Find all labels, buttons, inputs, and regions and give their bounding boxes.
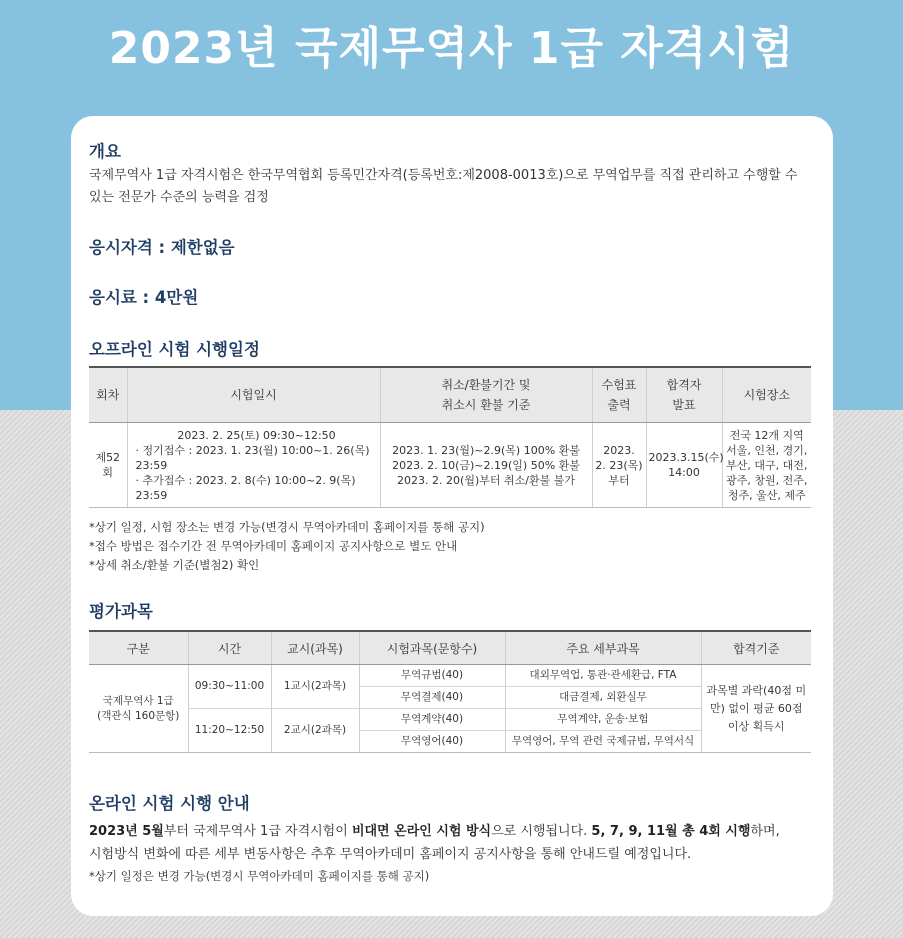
refund-cell: 2023. 1. 23(월)~2.9(목) 100% 환불 2023. 2. 10(금)~2.19(일) 50% 환불 2023. 2. 20(월)부터 취소/환불 불가 xyxy=(380,423,592,508)
offline-schedule-table-wrap xyxy=(89,366,811,575)
subject-cell: 무역규범(40) xyxy=(359,665,505,687)
note-item: *접수 방법은 접수기간 전 무역아카데미 홈페이지 공지사항으로 별도 안내 xyxy=(89,539,458,553)
col-header-round: 회차 xyxy=(89,367,127,423)
time-cell: 11:20~12:50 xyxy=(188,709,271,753)
fee-label: 응시료 : 4만원 xyxy=(89,288,199,307)
category-cell: 국제무역사 1급 (객관식 160문항) xyxy=(89,665,188,753)
info-card xyxy=(71,116,833,916)
detail-cell: 무역영어, 무역 관련 국제규범, 무역서식 xyxy=(505,731,701,753)
online-paragraph-2: 시험방식 변화에 따른 세부 변동사항은 추후 무역아카데미 홈페이지 공지사항을 통해 안내드릴 예정입니다. xyxy=(89,847,692,862)
col-header-pass: 합격기준 xyxy=(701,631,811,665)
subjects-table-wrap xyxy=(89,630,811,753)
overview-section xyxy=(89,138,813,209)
table-row xyxy=(89,665,811,687)
period-cell: 1교시(2과목) xyxy=(271,665,359,709)
col-header-exam-datetime: 시험일시 xyxy=(127,367,380,423)
col-header-subject: 시험과목(문항수) xyxy=(359,631,505,665)
note-item: *상세 취소/환불 기준(별첨2) 확인 xyxy=(89,558,260,572)
subject-cell: 무역영어(40) xyxy=(359,731,505,753)
subjects-heading: 평가과목 xyxy=(89,602,153,621)
round-cell: 제52회 xyxy=(89,423,127,508)
online-paragraph-1: 2023년 5월부터 국제무역사 1급 자격시험이 비대면 온라인 시험 방식으로 시행됩니다. 5, 7, 9, 11월 총 4회 시행하며, xyxy=(89,824,780,839)
col-header-detail: 주요 세부과목 xyxy=(505,631,701,665)
offline-schedule-table xyxy=(89,366,811,508)
note-item: *상기 일정, 시험 장소는 변경 가능(변경시 무역아카데미 홈페이지를 통해 공지) xyxy=(89,520,485,534)
online-section xyxy=(89,790,815,886)
detail-cell: 무역계약, 운송·보험 xyxy=(505,709,701,731)
offline-schedule-heading: 오프라인 시험 시행일정 xyxy=(89,340,260,359)
subject-cell: 무역결제(40) xyxy=(359,687,505,709)
col-header-announce: 합격자 발표 xyxy=(646,367,722,423)
subjects-table xyxy=(89,630,811,753)
exam-datetime-cell: 2023. 2. 25(토) 09:30~12:50 · 정기접수 : 2023. 1. 23(월) 10:00~1. 26(목) 23:59 · 추가접수 : 2023. 2. 8(수) 10:00~2. 9(목) 23:59 xyxy=(127,423,380,508)
detail-cell: 대외무역업, 통관·관세환급, FTA xyxy=(505,665,701,687)
ticket-cell: 2023. 2. 23(목) 부터 xyxy=(592,423,646,508)
announce-cell: 2023.3.15(수) 14:00 xyxy=(646,423,722,508)
online-note: *상기 일정은 변경 가능(변경시 무역아카데미 홈페이지를 통해 공지) xyxy=(89,869,430,883)
col-header-location: 시험장소 xyxy=(722,367,811,423)
col-header-period: 교시(과목) xyxy=(271,631,359,665)
offline-notes xyxy=(89,518,811,575)
col-header-category: 구분 xyxy=(89,631,188,665)
period-cell: 2교시(2과목) xyxy=(271,709,359,753)
col-header-ticket: 수험표 출력 xyxy=(592,367,646,423)
pass-criteria-cell: 과목별 과락(40점 미 만) 없이 평균 60점 이상 획득시 xyxy=(701,665,811,753)
table-header-row xyxy=(89,367,811,423)
location-cell: 전국 12개 지역 서울, 인천, 경기, 부산, 대구, 대전, 광주, 창원, 전주, 청주, 울산, 제주 xyxy=(722,423,811,508)
overview-text: 국제무역사 1급 자격시험은 한국무역협회 등록민간자격(등록번호:제2008-0013호)으로 무역업무를 직접 관리하고 수행할 수 있는 전문가 수준의 능력을 검정 xyxy=(89,168,798,205)
table-row xyxy=(89,423,811,508)
subject-cell: 무역계약(40) xyxy=(359,709,505,731)
page-title: 2023년 국제무역사 1급 자격시험 xyxy=(108,23,795,74)
col-header-refund: 취소/환불기간 및 취소시 환불 기준 xyxy=(380,367,592,423)
table-header-row xyxy=(89,631,811,665)
detail-cell: 대금결제, 외환실무 xyxy=(505,687,701,709)
overview-heading: 개요 xyxy=(89,142,121,161)
col-header-time: 시간 xyxy=(188,631,271,665)
time-cell: 09:30~11:00 xyxy=(188,665,271,709)
eligibility-label: 응시자격 : 제한없음 xyxy=(89,238,235,257)
online-heading: 온라인 시험 시행 안내 xyxy=(89,794,250,813)
